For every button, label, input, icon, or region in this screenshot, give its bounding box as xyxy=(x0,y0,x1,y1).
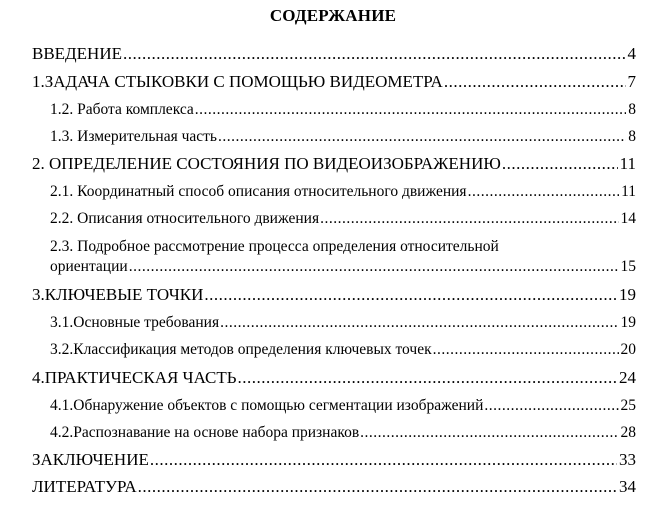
toc-entry-section-4-2[interactable] xyxy=(50,423,636,443)
page-title: СОДЕРЖАНИЕ xyxy=(269,6,397,25)
toc-entry-introduction[interactable] xyxy=(32,44,636,64)
toc-entry-page: 34 xyxy=(619,477,636,496)
toc-entry-section-2-1[interactable] xyxy=(50,182,636,202)
toc-entry-page: 15 xyxy=(620,258,636,275)
toc-entry-page: 8 xyxy=(628,128,636,145)
toc-entry-page: 25 xyxy=(620,397,636,414)
toc-entry-conclusion[interactable] xyxy=(32,450,636,470)
toc-entry-page: 28 xyxy=(620,424,636,441)
toc-entry-page: 7 xyxy=(627,72,636,91)
toc-entry-label: ЛИТЕРАТУРА xyxy=(32,477,137,496)
toc-entry-page: 4 xyxy=(627,44,636,63)
toc-entry-page: 19 xyxy=(619,285,636,304)
dot-leader xyxy=(468,182,620,202)
toc-entry-section-3-1[interactable] xyxy=(50,313,636,333)
toc-entry-section-3-2[interactable] xyxy=(50,340,636,360)
dot-leader xyxy=(150,450,617,470)
toc-entry-label: ЗАКЛЮЧЕНИЕ xyxy=(32,450,149,469)
dot-leader xyxy=(238,368,617,388)
dot-leader xyxy=(320,209,618,229)
toc-entry-label: 4.1.Обнаружение объектов с помощью сегментации изображений xyxy=(50,397,484,414)
toc-entry-label: 1.3. Измерительная часть xyxy=(50,128,217,145)
toc-entry-label: ориентации xyxy=(50,258,128,275)
toc-entry-label: 3.КЛЮЧЕВЫЕ ТОЧКИ xyxy=(32,285,204,304)
toc-entry-page: 19 xyxy=(620,314,636,331)
dot-leader xyxy=(484,396,618,416)
toc-entry-section-1-3[interactable] xyxy=(50,127,636,147)
toc-entry-label: 4.ПРАКТИЧЕСКАЯ ЧАСТЬ xyxy=(32,368,237,387)
toc-entry-page: 24 xyxy=(619,368,636,387)
dot-leader xyxy=(433,340,619,360)
dot-leader xyxy=(138,477,617,497)
toc-entry-label-line1: 2.3. Подробное рассмотрение процесса определения относительной xyxy=(50,238,499,255)
toc-entry-section-1-2[interactable] xyxy=(50,100,636,120)
toc-entry-chapter-2[interactable] xyxy=(32,154,636,174)
dot-leader xyxy=(123,44,626,64)
toc-entry-label: ВВЕДЕНИЕ xyxy=(32,44,122,63)
toc-entry-section-2-3[interactable] xyxy=(50,257,636,277)
dot-leader xyxy=(220,313,618,333)
dot-leader xyxy=(129,257,619,277)
toc-entry-label: 1.2. Работа комплекса xyxy=(50,101,194,118)
toc-entry-section-2-2[interactable] xyxy=(50,209,636,229)
toc-entry-page: 11 xyxy=(621,183,636,200)
toc-entry-page: 11 xyxy=(619,154,636,173)
toc-entry-label: 2.1. Координатный способ описания относительного движения xyxy=(50,183,467,200)
toc-entry-section-4-1[interactable] xyxy=(50,396,636,416)
toc-entry-chapter-1[interactable] xyxy=(32,72,636,92)
toc-entry-label: 2.2. Описания относительного движения xyxy=(50,210,320,227)
toc-entry-label: 3.2.Классификация методов определения ключевых точек xyxy=(50,341,432,358)
toc-entry-label: 4.2.Распознавание на основе набора признаков xyxy=(50,424,360,441)
dot-leader xyxy=(195,100,626,120)
dot-leader xyxy=(360,423,618,443)
toc-entry-page: 20 xyxy=(620,341,636,358)
toc-entry-label: 3.1.Основные требования xyxy=(50,314,220,331)
toc-entry-page: 33 xyxy=(619,450,636,469)
dot-leader xyxy=(444,72,626,92)
toc-entry-chapter-4[interactable] xyxy=(32,368,636,388)
toc-entry-label: 2. ОПРЕДЕЛЕНИЕ СОСТОЯНИЯ ПО ВИДЕОИЗОБРАЖЕНИЮ xyxy=(32,154,501,173)
toc-entry-label: 1.ЗАДАЧА СТЫКОВКИ С ПОМОЩЬЮ ВИДЕОМЕТРА xyxy=(32,72,443,91)
dot-leader xyxy=(502,154,618,174)
dot-leader xyxy=(218,127,626,147)
toc-entry-literature[interactable] xyxy=(32,477,636,497)
toc-entry-page: 14 xyxy=(620,210,636,227)
dot-leader xyxy=(204,285,617,305)
toc-entry-page: 8 xyxy=(628,101,636,118)
toc-entry-chapter-3[interactable] xyxy=(32,285,636,305)
